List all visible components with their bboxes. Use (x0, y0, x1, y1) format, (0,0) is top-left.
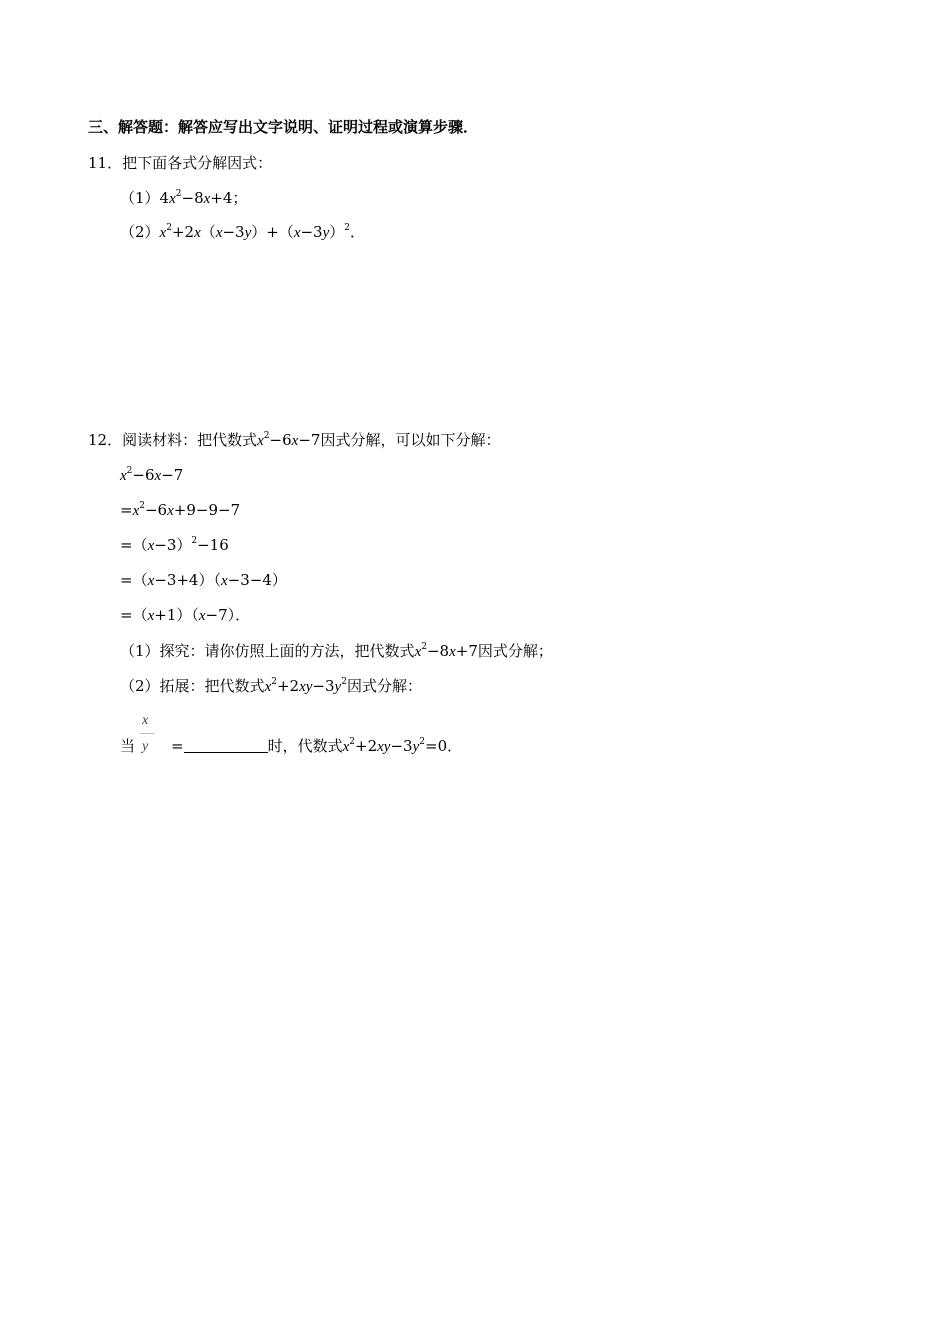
q11-part2-expression: $x^2+2x(x-3y)+(x-3y)^2$． (159, 223, 366, 241)
q11-part1-expression: $4x^2-8x+4$； (159, 189, 248, 207)
q12-then-text: 时，代数式 (267, 737, 343, 755)
fraction-denominator: y (142, 739, 149, 754)
answer-blank[interactable] (184, 738, 268, 753)
q12-part1-text-a: 探究：请你仿照上面的方法，把代数式 (159, 642, 415, 660)
q12-when-text: 当 (120, 737, 136, 755)
q12-step-2: $=(x-3)^2-16$ (120, 536, 229, 554)
q12-part2 (120, 676, 422, 697)
q11-part1-label: （1） (120, 189, 160, 207)
q12-intro-text-a: 阅读材料：把代数式 (122, 431, 258, 449)
q12-part2-expression: $x^2+2xy-3y^2$ (264, 677, 347, 695)
fraction-bar (140, 733, 154, 734)
q12-part1-text-b: 因式分解； (477, 642, 553, 660)
q12-intro-expression: $x^2-6x-7$ (257, 431, 321, 449)
q12-fill-line: 当 = 时，代数式$x^2+2xy-3y^2=0$． (120, 737, 463, 755)
q12-then-expression: $x^2+2xy-3y^2=0$． (342, 737, 463, 755)
q12-intro (88, 430, 500, 451)
q12-intro-text-b: 因式分解，可以如下分解： (320, 431, 501, 449)
q11-part2-label: （2） (120, 223, 160, 241)
q12-step-4: =（x+1）（x−7）． (120, 606, 251, 624)
fraction-numerator: x (142, 713, 149, 728)
q12-part1-label: （1） (120, 642, 160, 660)
q12-step-3: =（x−3+4）（x−3−4） (120, 571, 287, 589)
q11-stem (88, 153, 272, 173)
section-heading: 三、解答题：解答应写出文字说明、证明过程或演算步骤． (88, 118, 479, 136)
q12-part1 (120, 641, 553, 662)
q12-part2-text-b: 因式分解： (346, 677, 422, 695)
q11-stem-text: 把下面各式分解因式： (122, 154, 273, 172)
q12-number: 12． (88, 431, 123, 449)
q12-part1-expression: $x^2-8x+7$ (414, 642, 478, 660)
q11-part2 (120, 222, 365, 243)
q11-part1 (120, 188, 247, 209)
q12-part2-text-a: 拓展：把代数式 (159, 677, 265, 695)
q12-step-1: $=x^2-6x+9-9-7$ (120, 501, 241, 519)
q12-part2-label: （2） (120, 677, 160, 695)
q12-step-0: $x^2-6x-7$ (120, 466, 184, 484)
q11-number: 11． (88, 154, 123, 172)
